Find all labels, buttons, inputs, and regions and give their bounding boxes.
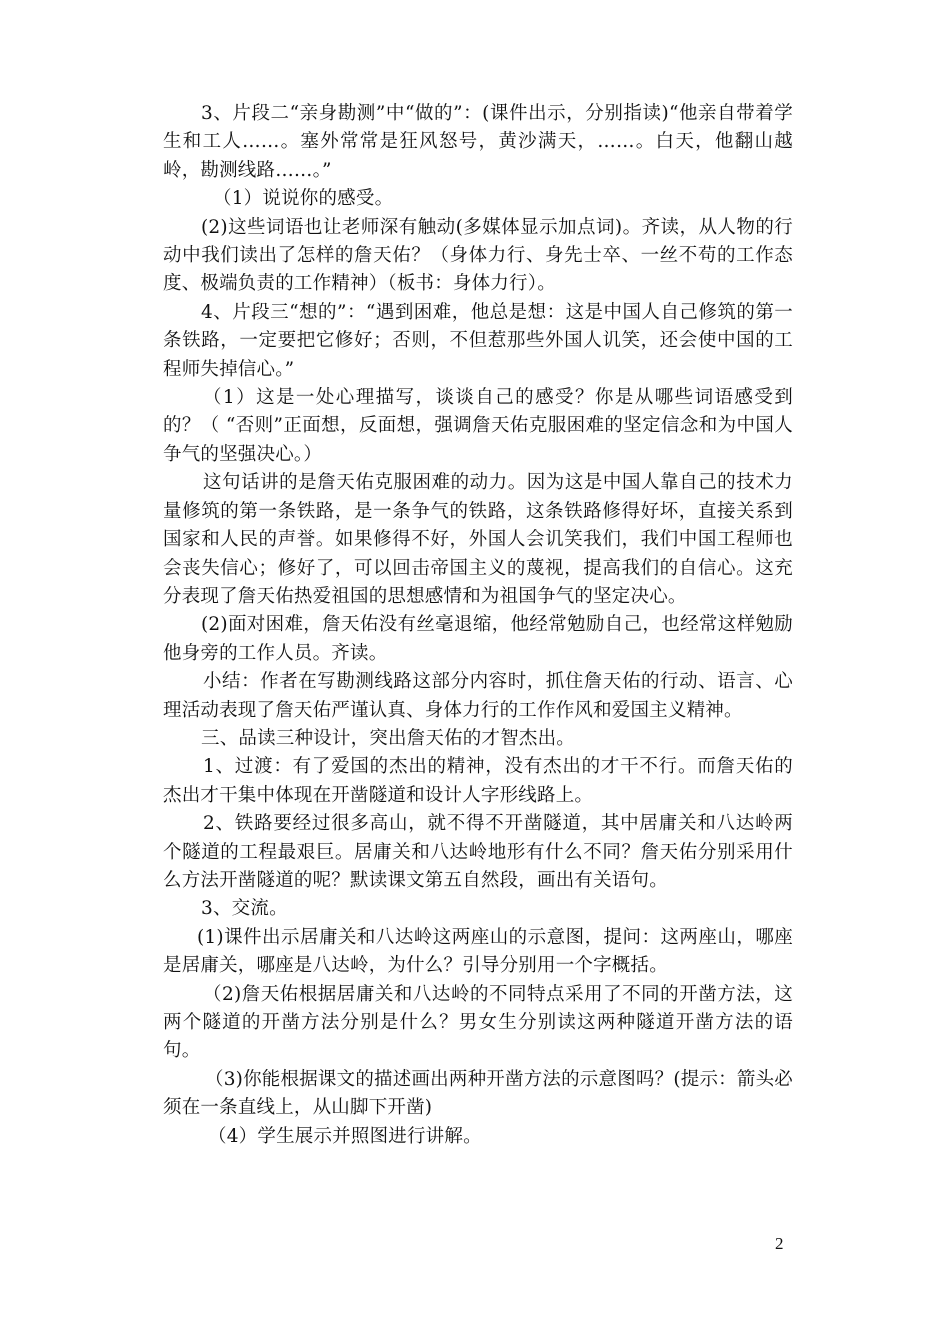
paragraph-psych-description: （1）这是一处心理描写，谈谈自己的感受？你是从哪些词语感受到的？（ “否则”正面想，反面想，强调詹天佑克服困难的坚定信念和为中国人争气的坚强决心。） bbox=[163, 387, 793, 465]
paragraph-exchange-4: （4）学生展示并照图进行讲解。 bbox=[208, 1125, 482, 1147]
document-body bbox=[163, 100, 793, 1151]
paragraph-explanation: 这句话讲的是詹天佑克服困难的动力。因为这是中国人靠自己的技术力量修筑的第一条铁路，是一条争气的铁路，这条铁路修得好坏，直接关系到国家和人民的声誉。如果修得不好，外国人会讥笑我们，我们中国工程师也会丧失信心；修好了，可以回击帝国主义的蔑视，提高我们的自信心。这充分表现了詹天佑热爱祖国的思想感情和为祖国争气的坚定决心。 bbox=[163, 472, 793, 607]
paragraph-summary: 小结：作者在写勘测线路这部分内容时，抓住詹天佑的行动、语言、心理活动表现了詹天佑严谨认真、身体力行的工作作风和爱国主义精神。 bbox=[163, 671, 793, 721]
paragraph-tunnels: 2、铁路要经过很多高山，就不得不开凿隧道，其中居庸关和八达岭两个隧道的工程最艰巨。居庸关和八达岭地形有什么不同？詹天佑分别采用什么方法开凿隧道的呢？默读课文第五自然段，画出有关语句。 bbox=[163, 813, 793, 891]
paragraph-segment-two: 3、片段二“亲身勘测”中“做的”：(课件出示，分别指读)“他亲自带着学生和工人……。塞外常常是狂风怒号，黄沙满天，……。白天，他翻山越岭，勘测线路……。” bbox=[163, 103, 793, 181]
paragraph-exchange: 3、交流。 bbox=[201, 898, 288, 920]
paragraph-question-2: (2)这些词语也让老师深有触动(多媒体显示加点词)。齐读，从人物的行动中我们读出了怎样的詹天佑？（身体力行、身先士卒、一丝不苟的工作态度、极端负责的工作精神）（板书：身体力行）。 bbox=[163, 216, 793, 295]
page-number: 2 bbox=[775, 1234, 784, 1253]
paragraph-exchange-1: (1)课件出示居庸关和八达岭这两座山的示意图，提问：这两座山，哪座是居庸关，哪座是八达岭，为什么？引导分别用一个字概括。 bbox=[163, 926, 793, 977]
paragraph-question-1: （1）说说你的感受。 bbox=[213, 188, 394, 210]
paragraph-transition: 1、过渡：有了爱国的杰出的精神，没有杰出的才干不行。而詹天佑的杰出才干集中体现在开凿隧道和设计人字形线路上。 bbox=[163, 756, 793, 806]
paragraph-segment-three: 4、片段三“想的”：“遇到困难，他总是想：这是中国人自己修筑的第一条铁路，一定要把它修好；否则，不但惹那些外国人讥笑，还会使中国的工程师失掉信心。” bbox=[163, 301, 793, 380]
paragraph-facing-difficulty: (2)面对困难，詹天佑没有丝毫退缩，他经常勉励自己，也经常这样勉励他身旁的工作人员。齐读。 bbox=[163, 614, 793, 664]
paragraph-exchange-2: （2)詹天佑根据居庸关和八达岭的不同特点采用了不同的开凿方法，这两个隧道的开凿方法分别是什么？男女生分别读这两种隧道开凿方法的语句。 bbox=[163, 983, 793, 1062]
section-heading-three: 三、品读三种设计，突出詹天佑的才智杰出。 bbox=[201, 727, 576, 749]
paragraph-exchange-3: （3)你能根据课文的描述画出两种开凿方法的示意图吗？(提示：箭头必须在一条直线上，从山脚下开凿) bbox=[163, 1068, 793, 1119]
